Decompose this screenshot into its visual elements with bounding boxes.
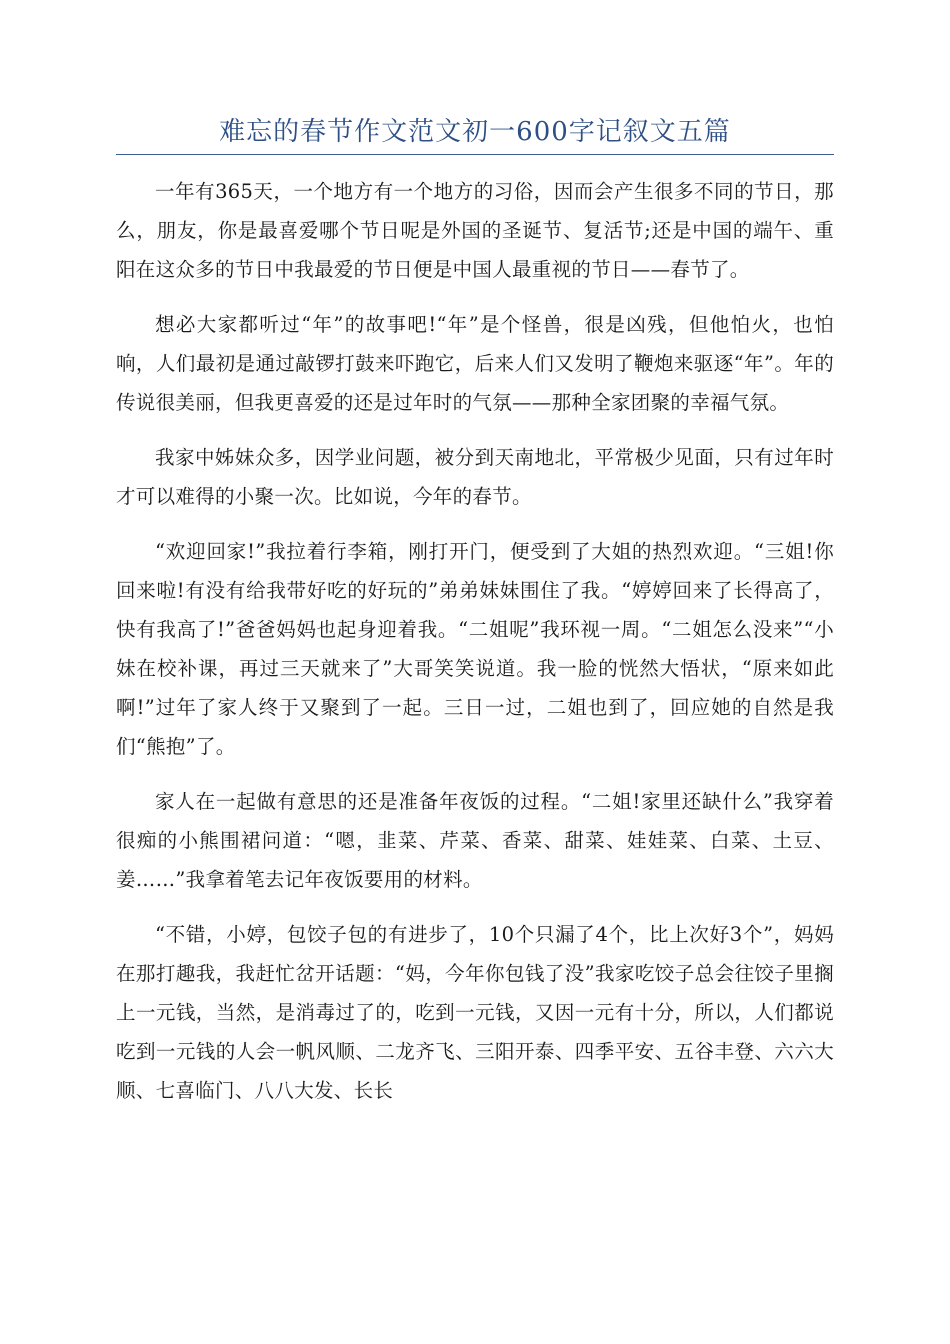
paragraph-6: “不错，小婷，包饺子包的有进步了，10个只漏了4个，比上次好3个”，妈妈在那打趣我，我赶忙岔开话题：“妈，今年你包钱了没”我家吃饺子总会往饺子里搁上一元钱，当然，是消毒过了的，吃到一元钱，又因一元有十分，所以，人们都说吃到一元钱的人会一帆风顺、二龙齐飞、三阳开泰、四季平安、五谷丰登、六六大顺、七喜临门、八八大发、长长	[116, 923, 834, 1102]
document-body	[116, 172, 834, 1126]
paragraph-4: “欢迎回家!”我拉着行李箱，刚打开门，便受到了大姐的热烈欢迎。“三姐!你回来啦!有没有给我带好吃的好玩的”弟弟妹妹围住了我。“婷婷回来了长得高了，快有我高了!”爸爸妈妈也起身迎着我。“二姐呢”我环视一周。“二姐怎么没来”“小妹在校补课，再过三天就来了”大哥笑笑说道。我一脸的恍然大悟状，“原来如此啊!”过年了家人终于又聚到了一起。三日一过，二姐也到了，回应她的自然是我们“熊抱”了。	[116, 540, 834, 758]
paragraph-1: 一年有365天，一个地方有一个地方的习俗，因而会产生很多不同的节日，那么，朋友，你是最喜爱哪个节日呢是外国的圣诞节、复活节;还是中国的端午、重阳在这众多的节日中我最爱的节日便是中国人最重视的节日——春节了。	[116, 180, 834, 281]
paragraph-3: 我家中姊妹众多，因学业问题，被分到天南地北，平常极少见面，只有过年时才可以难得的小聚一次。比如说，今年的春节。	[116, 446, 834, 508]
title-underline	[116, 154, 834, 155]
document-title: 难忘的春节作文范文初一600字记叙文五篇	[219, 117, 731, 147]
paragraph-2: 想必大家都听过“年”的故事吧!“年”是个怪兽，很是凶残，但他怕火，也怕响，人们最初是通过敲锣打鼓来吓跑它，后来人们又发明了鞭炮来驱逐“年”。年的传说很美丽，但我更喜爱的还是过年时的气氛——那种全家团聚的幸福气氛。	[116, 313, 834, 414]
paragraph-5: 家人在一起做有意思的还是准备年夜饭的过程。“二姐!家里还缺什么”我穿着很痴的小熊围裙问道：“嗯，韭菜、芹菜、香菜、甜菜、娃娃菜、白菜、土豆、姜……”我拿着笔去记年夜饭要用的材料。	[116, 790, 834, 891]
